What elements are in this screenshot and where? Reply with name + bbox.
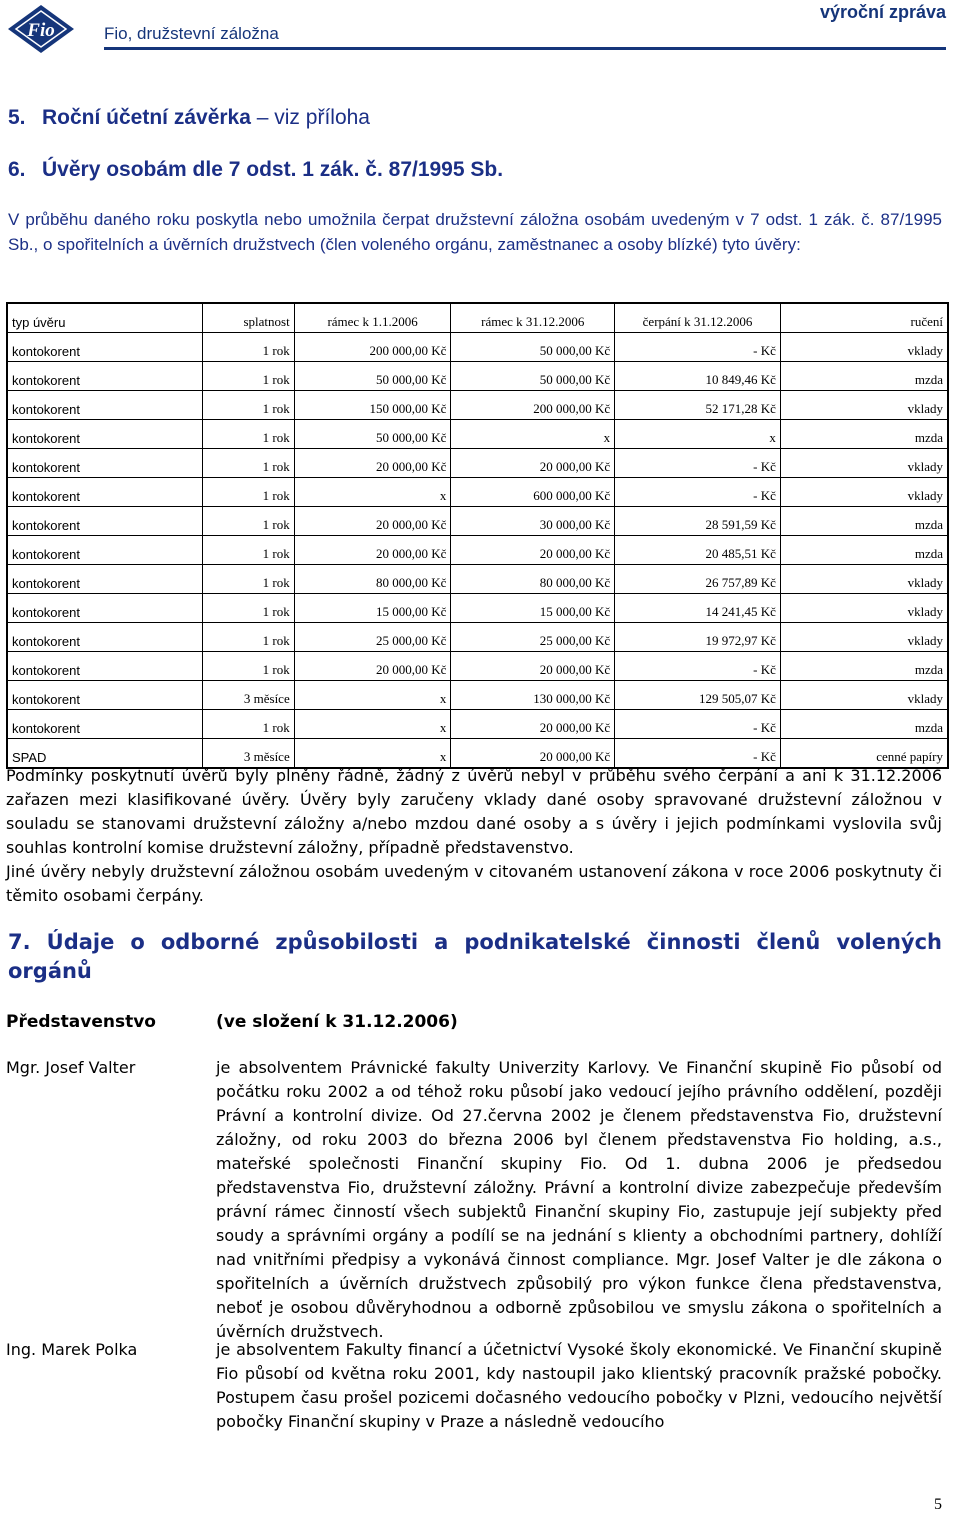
table-cell: 20 000,00 Kč: [294, 536, 451, 565]
table-row: [7, 681, 948, 710]
table-cell: vklady: [780, 449, 948, 478]
table-cell: 1 rok: [202, 623, 294, 652]
table-cell: - Kč: [615, 739, 781, 769]
table-cell: 1 rok: [202, 391, 294, 420]
table-cell: vklady: [780, 565, 948, 594]
board-label: Představenstvo: [6, 1012, 156, 1032]
table-cell: 1 rok: [202, 565, 294, 594]
table-cell: 30 000,00 Kč: [451, 507, 615, 536]
table-cell: 129 505,07 Kč: [615, 681, 781, 710]
table-cell: x: [294, 739, 451, 769]
report-title: výroční zpráva: [819, 2, 946, 22]
section-6-title: Úvěry osobám dle 7 odst. 1 zák. č. 87/1995 Sb.: [42, 158, 504, 181]
board-as-of: (ve složení k 31.12.2006): [216, 1012, 458, 1032]
table-cell: 80 000,00 Kč: [294, 565, 451, 594]
table-cell: kontokorent: [7, 652, 202, 681]
table-cell: SPAD: [7, 739, 202, 769]
table-cell: 600 000,00 Kč: [451, 478, 615, 507]
table-cell: x: [294, 478, 451, 507]
member-bio: je absolventem Právnické fakulty Univerzity Karlovy. Ve Finanční skupině Fio působí od počátku roku 2002 a od téhož roku působí jako vedoucí jejího právního oddělení, později Právní a kontrolní divize. Od 27.června 2002 je členem představenstva Fio, družstevní záložny, od roku 2003 do března 2006 byl členem představenstva Fio holding, a.s., mateřské společnosti Finanční skupiny Fio. Od 1. dubna 2006 je předsedou představenstva Fio, družstevní záložny. Právní a kontrolní divize zabezpečuje především právní rámec činností všech subjektů Finanční skupiny Fio, zastupuje její subjekty před soudy a správními orgány a podílí se na jednání s klienty a obchodními partnery, dohlíží nad vnitřními předpisy a vykonává činnost compliance. Mgr. Josef Valter je dle zákona o spořitelních a úvěrních družstvech způsobilý pro výkon funkce člena představenstva, neboť je osobou důvěryhodnou a odborně způsobilou ve smyslu zákona o spořitelních a úvěrních družstvech.: [216, 1058, 942, 1341]
table-cell: x: [294, 681, 451, 710]
table-cell: 1 rok: [202, 362, 294, 391]
section-7-heading: [8, 928, 942, 986]
table-row: [7, 623, 948, 652]
table-cell: - Kč: [615, 478, 781, 507]
table-cell: 3 měsíce: [202, 739, 294, 769]
table-cell: - Kč: [615, 449, 781, 478]
conditions-paragraph-2: Jiné úvěry nebyly družstevní záložnou osobám uvedeným v citovaném ustanovení zákona v roce 2006 poskytnuty či těmito osobami čerpány.: [6, 862, 942, 905]
table-cell: 1 rok: [202, 449, 294, 478]
table-row: [7, 536, 948, 565]
table-cell: mzda: [780, 420, 948, 449]
table-cell: 130 000,00 Kč: [451, 681, 615, 710]
header-divider: [104, 47, 946, 50]
loans-table: [6, 302, 949, 769]
loan-conditions: [6, 764, 942, 908]
table-cell: kontokorent: [7, 623, 202, 652]
table-cell: 15 000,00 Kč: [451, 594, 615, 623]
table-cell: - Kč: [615, 710, 781, 739]
member-bio: je absolventem Fakulty financí a účetnictví Vysoké školy ekonomické. Ve Finanční skupině Fio působí od května roku 2001, kdy nastoupil jako klientský pracovník pražské pobočky. Postupem času prošel pozicemi dočasného vedoucího pobočky v Plzni, vedoucího největší pobočky Finanční skupiny v Praze a následně vedoucího: [216, 1340, 942, 1431]
table-cell: 200 000,00 Kč: [451, 391, 615, 420]
table-cell: 25 000,00 Kč: [294, 623, 451, 652]
table-cell: 20 000,00 Kč: [451, 449, 615, 478]
table-cell: vklady: [780, 391, 948, 420]
table-cell: vklady: [780, 681, 948, 710]
table-header-cell: rámec k 31.12.2006: [451, 303, 615, 333]
table-row: [7, 420, 948, 449]
table-header-cell: ručení: [780, 303, 948, 333]
table-cell: 150 000,00 Kč: [294, 391, 451, 420]
table-row: [7, 478, 948, 507]
company-name: Fio, družstevní záložna: [104, 24, 279, 43]
table-cell: kontokorent: [7, 536, 202, 565]
table-cell: mzda: [780, 362, 948, 391]
table-cell: kontokorent: [7, 478, 202, 507]
table-cell: x: [451, 420, 615, 449]
table-cell: 3 měsíce: [202, 681, 294, 710]
table-header-cell: typ úvěru: [7, 303, 202, 333]
table-cell: kontokorent: [7, 507, 202, 536]
table-cell: 28 591,59 Kč: [615, 507, 781, 536]
table-cell: 50 000,00 Kč: [451, 333, 615, 362]
table-cell: mzda: [780, 710, 948, 739]
table-cell: kontokorent: [7, 681, 202, 710]
table-cell: 50 000,00 Kč: [451, 362, 615, 391]
table-cell: 25 000,00 Kč: [451, 623, 615, 652]
table-cell: 200 000,00 Kč: [294, 333, 451, 362]
table-cell: - Kč: [615, 333, 781, 362]
table-cell: vklady: [780, 623, 948, 652]
table-row: [7, 507, 948, 536]
table-cell: 1 rok: [202, 420, 294, 449]
section-5-number: 5.: [8, 106, 26, 129]
table-header-row: [7, 303, 948, 333]
table-cell: 50 000,00 Kč: [294, 420, 451, 449]
page-number: 5: [934, 1496, 942, 1513]
table-row: [7, 391, 948, 420]
table-header-cell: čerpání k 31.12.2006: [615, 303, 781, 333]
table-cell: vklady: [780, 333, 948, 362]
table-cell: 20 000,00 Kč: [451, 652, 615, 681]
section-7-number: 7.: [8, 930, 31, 954]
table-cell: 1 rok: [202, 594, 294, 623]
table-cell: mzda: [780, 536, 948, 565]
table-cell: 1 rok: [202, 536, 294, 565]
page-header: [0, 0, 960, 60]
table-cell: kontokorent: [7, 362, 202, 391]
table-cell: 1 rok: [202, 478, 294, 507]
table-cell: 20 000,00 Kč: [451, 739, 615, 769]
table-cell: 50 000,00 Kč: [294, 362, 451, 391]
table-row: [7, 362, 948, 391]
table-cell: kontokorent: [7, 710, 202, 739]
table-cell: kontokorent: [7, 594, 202, 623]
table-cell: 10 849,46 Kč: [615, 362, 781, 391]
table-cell: vklady: [780, 594, 948, 623]
table-cell: mzda: [780, 507, 948, 536]
member-name: Mgr. Josef Valter: [6, 1058, 136, 1077]
table-row: [7, 565, 948, 594]
table-header-cell: rámec k 1.1.2006: [294, 303, 451, 333]
table-cell: 80 000,00 Kč: [451, 565, 615, 594]
section-5-suffix: – viz příloha: [250, 106, 370, 129]
table-row: [7, 710, 948, 739]
conditions-paragraph-1: Podmínky poskytnutí úvěrů byly plněny řádně, žádný z úvěrů nebyl v průběhu svého čerpání a ani k 31.12.2006 zařazen mezi klasifikované úvěry. Úvěry byly zaručeny vklady dané osoby spravované družstevní záložnou v souladu se stanovami družstevní záložny a/nebo mzdou dané osoby a s úvěry i jejich podmínkami vyslovila svůj souhlas kontrolní komise družstevní záložny, případně představenstvo.: [6, 766, 942, 857]
table-cell: - Kč: [615, 652, 781, 681]
section-7-title: Údaje o odborné způsobilosti a podnikatelské činnosti členů volených orgánů: [8, 930, 942, 983]
table-cell: 1 rok: [202, 652, 294, 681]
section-5-heading: [8, 106, 370, 130]
table-cell: 15 000,00 Kč: [294, 594, 451, 623]
logo-text: Fio: [27, 20, 55, 41]
table-cell: 19 972,97 Kč: [615, 623, 781, 652]
table-cell: 20 000,00 Kč: [451, 536, 615, 565]
table-cell: 20 000,00 Kč: [294, 507, 451, 536]
fio-logo: [6, 3, 76, 55]
table-cell: mzda: [780, 652, 948, 681]
table-cell: 52 171,28 Kč: [615, 391, 781, 420]
table-cell: kontokorent: [7, 333, 202, 362]
table-cell: 1 rok: [202, 507, 294, 536]
table-row: [7, 652, 948, 681]
table-row: [7, 333, 948, 362]
table-cell: kontokorent: [7, 391, 202, 420]
table-row: [7, 449, 948, 478]
table-cell: 20 000,00 Kč: [294, 449, 451, 478]
table-cell: 20 000,00 Kč: [294, 652, 451, 681]
table-cell: vklady: [780, 478, 948, 507]
section-6-heading: [8, 158, 503, 182]
table-cell: 20 000,00 Kč: [451, 710, 615, 739]
table-cell: kontokorent: [7, 420, 202, 449]
table-row: [7, 594, 948, 623]
table-cell: x: [615, 420, 781, 449]
table-cell: 1 rok: [202, 333, 294, 362]
table-cell: cenné papíry: [780, 739, 948, 769]
section-6-number: 6.: [8, 158, 26, 181]
section-5-title: Roční účetní závěrka: [42, 106, 251, 129]
table-cell: 26 757,89 Kč: [615, 565, 781, 594]
table-header-cell: splatnost: [202, 303, 294, 333]
table-cell: x: [294, 710, 451, 739]
table-cell: 20 485,51 Kč: [615, 536, 781, 565]
table-cell: 1 rok: [202, 710, 294, 739]
table-cell: kontokorent: [7, 449, 202, 478]
table-cell: 14 241,45 Kč: [615, 594, 781, 623]
section-6-intro: V průběhu daného roku poskytla nebo umožnila čerpat družstevní záložna osobám uvedeným v 7 odst. 1 zák. č. 87/1995 Sb., o spořitelních a úvěrních družstvech (člen voleného orgánu, zaměstnanec a osoby blízké) tyto úvěry:: [8, 210, 942, 254]
member-name: Ing. Marek Polka: [6, 1340, 138, 1359]
table-cell: kontokorent: [7, 565, 202, 594]
